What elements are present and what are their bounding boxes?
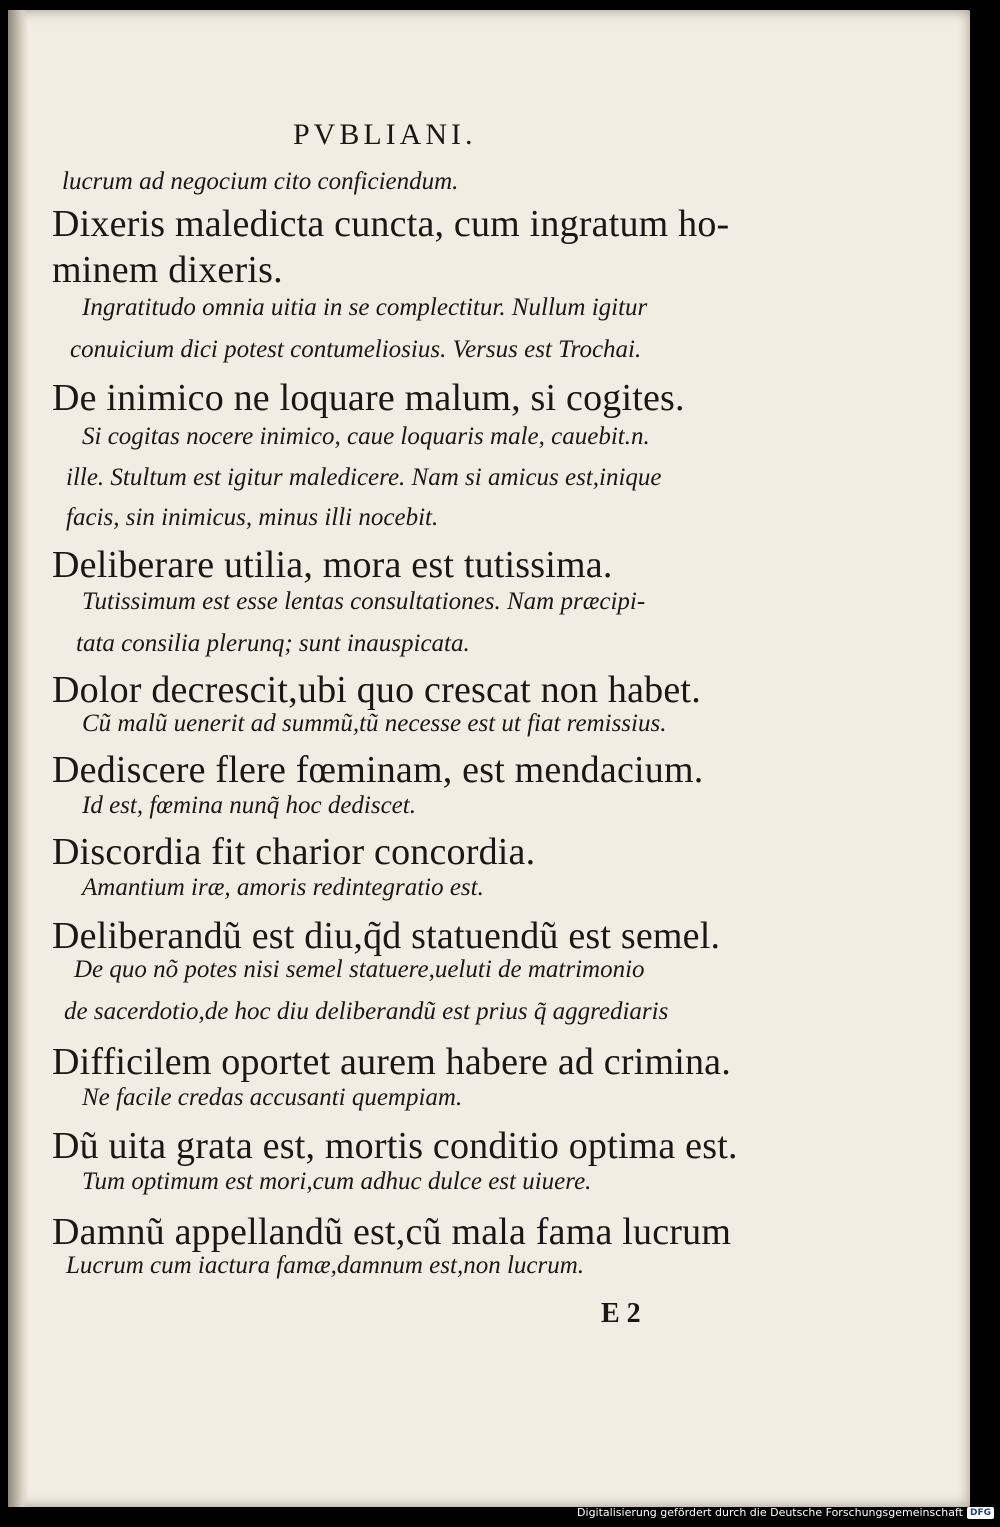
commentary-line: Lucrum cum iactura famæ,damnum est,non lucrum. [66, 1252, 585, 1279]
footer-credit-text: Digitalisierung gefördert durch die Deutsche Forschungsgemeinschaft [577, 1506, 963, 1519]
commentary-line: Cũ malũ uenerit ad summũ,tũ necesse est ut fiat remissius. [82, 710, 667, 737]
commentary-line: conuicium dici potest contumeliosius. Versus est Trochai. [70, 336, 642, 363]
maxim-line: Dixeris maledicta cuncta, cum ingratum ho- [52, 203, 730, 245]
maxim-line: minem dixeris. [52, 249, 283, 291]
commentary-line: Id est, fœmina nunq̃ hoc dediscet. [82, 792, 416, 819]
commentary-line: de sacerdotio,de hoc diu deliberandũ est prius q̃ aggrediaris [64, 998, 669, 1025]
commentary-line: Ne facile credas accusanti quempiam. [82, 1084, 463, 1111]
running-header: PVBLIANI. [293, 118, 477, 151]
signature-mark: E 2 [601, 1298, 641, 1329]
maxim-line: Deliberare utilia, mora est tutissima. [52, 544, 613, 586]
commentary-line: Ingratitudo omnia uitia in se complectitur. Nullum igitur [82, 294, 648, 321]
commentary-line: Tum optimum est mori,cum adhuc dulce est uiuere. [82, 1168, 592, 1195]
maxim-line: Discordia fit charior concordia. [52, 831, 536, 873]
commentary-line: lucrum ad negocium cito conficiendum. [62, 168, 459, 195]
book-page [8, 10, 970, 1507]
maxim-line: Difficilem oportet aurem habere ad crimina. [52, 1041, 731, 1083]
commentary-line: ille. Stultum est igitur maledicere. Nam si amicus est,inique [66, 464, 662, 491]
commentary-line: facis, sin inimicus, minus illi nocebit. [66, 504, 439, 531]
page-gutter-shadow [8, 10, 28, 1507]
maxim-line: Deliberandũ est diu,q̃d statuendũ est semel. [52, 915, 721, 957]
maxim-line: De inimico ne loquare malum, si cogites. [52, 377, 685, 419]
dfg-logo-icon: DFG [967, 1507, 994, 1519]
commentary-line: tata consilia plerunq; sunt inauspicata. [76, 630, 470, 657]
maxim-line: Dediscere flere fœminam, est mendacium. [52, 749, 704, 791]
commentary-line: De quo nõ potes nisi semel statuere,ueluti de matrimonio [74, 956, 645, 983]
commentary-line: Amantium iræ, amoris redintegratio est. [82, 874, 484, 901]
footer-credit [577, 1506, 994, 1519]
maxim-line: Dolor decrescit,ubi quo crescat non habet. [52, 669, 701, 711]
commentary-line: Si cogitas nocere inimico, caue loquaris male, cauebit.n. [82, 423, 650, 450]
maxim-line: Damnũ appellandũ est,cũ mala fama lucrum [52, 1211, 732, 1253]
commentary-line: Tutissimum est esse lentas consultationes. Nam præcipi- [82, 588, 646, 615]
maxim-line: Dũ uita grata est, mortis conditio optima est. [52, 1125, 738, 1167]
